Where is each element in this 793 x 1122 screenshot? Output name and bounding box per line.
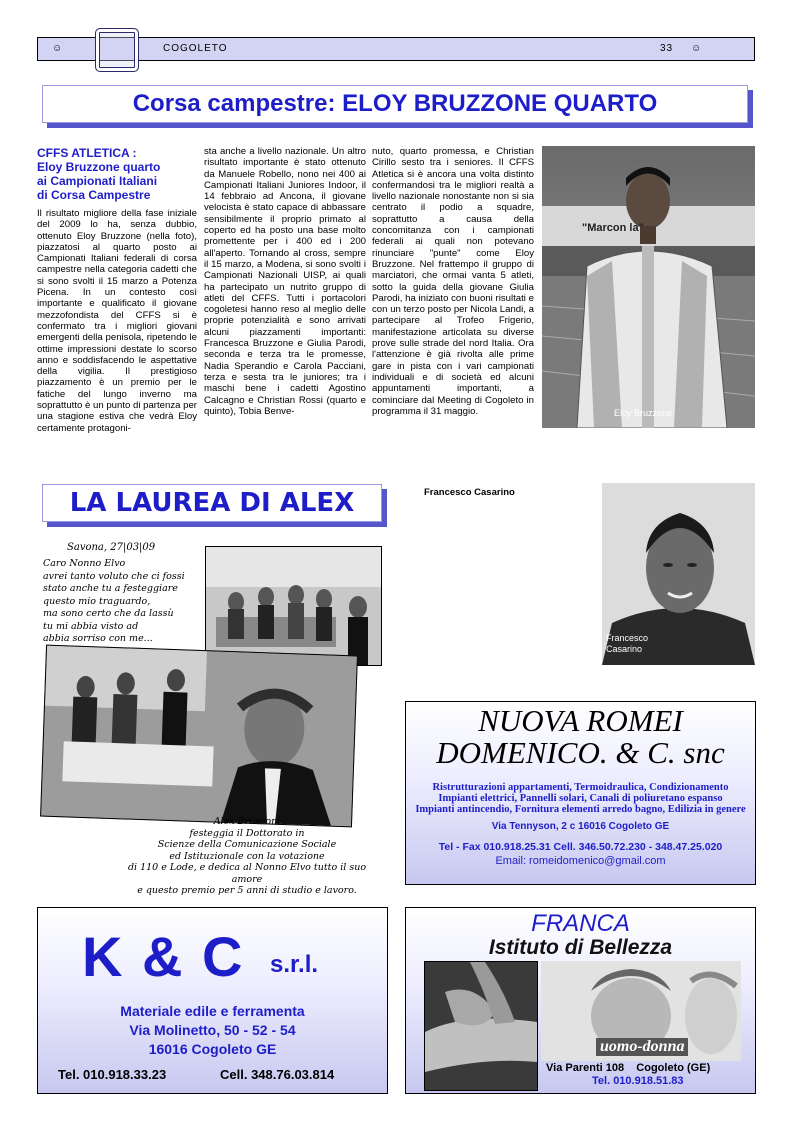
- author-photo: [602, 483, 755, 665]
- ad-nuova-email: Email: romeidomenico@gmail.com: [495, 855, 666, 867]
- laurea-title: LA LAUREA DI ALEX: [69, 488, 355, 518]
- dedication-text: Alex Brusconi festeggia il Dottorato in Scienze della Comunicazione Sociale ed Istituzionale con la votazione di 110 e Lode, e dedica al Nonno Elvo tutto il suo amore e questo premio per 5 anni di studio e lavoro.: [127, 816, 367, 896]
- photo-caption: Eloy Bruzzone: [614, 408, 673, 418]
- article-text: sta anche a livello nazionale. Un altro risultato importante è stato ottenuto da Manuele Robello, nono nei 400 ai Campionati Italiani Juniores Indoor, il 14 febbraio ad Ancona, il giovane velocista è stato capace di abbassare sensibilmente il proprio primato al coperto ed ha posto una base molto promettente per i 400 ed i 200 all'aperto. Tornando al cross, sempre il 15 marzo, a Modena, si sono svolti i Campionati Nazionali UISP, ai quali ha partecipato un nutrito gruppo di atleti del CFFS. Tutti i portacolori cogoletesi hanno reso al meglio delle proprie potenzialità e sono arrivati alcuni piazzamenti importanti: Francesca Bruzzone e Giulia Parodi, seconda e terza tra le promesse, Nadia Sperandio e Carola Pacciani, terza e sesta tra le juniores; tra i maschi bene i cadetti Agostino Calcagno e Christian Rossi (quarto e quinto), Tobia Benve-: [204, 146, 366, 417]
- author-photo-caption: Francesco Casarino: [606, 633, 649, 654]
- article-kicker: CFFS ATLETICA : Eloy Bruzzone quarto ai Campionati Italiani di Corsa Campestre: [37, 146, 161, 202]
- article-text: nuto, quarto promessa, e Christian Cirillo sesto tra i seniores. Il CFFS Atletica si è ancora una volta distinto confermandosi tra le migliori realtà a livello nazionale nonostante non si sia centrato il podio a squadre, soprattutto a causa della concomitanza con i campionati federali ai quali non potevano rinunciare "punte" come Eloy Bruzzone. Nel frattempo il gruppo di marciatori, che ormai vanta 5 atleti, sotto la guida della giovane Giulia Parodi, ha iniziato con buoni risultati e con un terzo posto per Nicola Landi, a partecipare al Trofeo Frigerio, manifestazione articolata su diverse prove sulle strade del nord Italia. Ora l'attenzione è già rivolta alle prime gare in pista con i vari campionati individuali e di società ed alcuni appuntamenti importanti, a cominciare dal Meeting di Cogoleto in programma il 31 maggio.: [372, 146, 534, 417]
- ad-franca: [405, 907, 756, 1094]
- smiley-icon: ☺: [691, 43, 703, 54]
- main-title: Corsa campestre: ELOY BRUZZONE QUARTO: [132, 90, 658, 117]
- laurea-title-box: [42, 484, 382, 522]
- ad-nuova-title-1: NUOVA ROMEI: [478, 703, 683, 738]
- photo-sign-text: "Marcon la": [582, 222, 644, 234]
- ad-franca-subtitle: Istituto di Bellezza: [488, 936, 673, 959]
- ad-kc-cell: Cell. 348.76.03.814: [220, 1067, 335, 1082]
- ad-kc-info: Materiale edile e ferramenta Via Molinetto, 50 - 52 - 54 16016 Cogoleto GE: [120, 1003, 305, 1057]
- ad-nuova-romei: [405, 701, 756, 885]
- header-decoration: [95, 28, 139, 72]
- ad-nuova-address: Via Tennyson, 2 c 16016 Cogoleto GE: [491, 821, 670, 832]
- laurea-collage: [37, 532, 387, 896]
- article-column-1: [37, 146, 197, 434]
- page-number: 33: [660, 43, 674, 54]
- ad-kc-suffix: s.r.l.: [270, 951, 319, 978]
- main-title-box: [42, 85, 748, 123]
- ad-kc-name: K & C: [82, 925, 245, 988]
- ad-nuova-title-2: DOMENICO. & C. snc: [436, 735, 725, 770]
- massage-photo: [424, 961, 538, 1091]
- header-town: COGOLETO: [163, 43, 228, 54]
- smiley-icon: ☺: [52, 43, 64, 54]
- graduate-photo: [40, 645, 358, 828]
- article-text: Il risultato migliore della fase iniziale del 2009 lo ha, senza dubbio, ottenuto Eloy Bruzzone (nella foto), piazzatosi al quarto posto ai Campionati Italiani federali di corsa campestre nella categoria cadetti che si sono svolti il 15 marzo a Potenza Picena. In un contesto così importante e qualificato il giovane mezzofondista del CFFS si è confermato tra i migliori giovani emergenti della penisola, ripetendo le ottime impressioni destate lo scorso anno e soddisfacendo le aspettative della vigilia. Il prestigioso piazzamento è un premio per le fatiche del lungo inverno ma soprattutto è un punto di partenza per una stagione estiva che vedrà Eloy certamente protagoni-: [37, 208, 198, 434]
- article-column-3: [372, 146, 534, 417]
- eloy-photo: [542, 146, 755, 428]
- ad-kc-tel: Tel. 010.918.33.23: [58, 1067, 167, 1082]
- ad-franca-address: Via Parenti 108 Cogoleto (GE): [546, 1062, 711, 1074]
- letter-text: Caro Nonno Elvo avrei tanto voluto che ci fossi stato anche tu a festeggiare questo mio traguardo, ma sono certo che da lassù tu mi abbia visto ad abbia sorriso con me...: [43, 558, 185, 644]
- article-author: Francesco Casarino: [424, 487, 515, 498]
- ceremony-photo: [205, 546, 382, 666]
- ad-kc: [37, 907, 388, 1094]
- page-header: [37, 37, 755, 61]
- letter-date: Savona, 27|03|09: [67, 542, 156, 553]
- ad-nuova-phones: Tel - Fax 010.918.25.31 Cell. 346.50.72.230 - 348.47.25.020: [438, 841, 723, 853]
- ad-franca-badge: uomo-donna: [596, 1038, 688, 1056]
- article-column-2: [204, 146, 366, 417]
- ad-nuova-services: Ristrutturazioni appartamenti, Termoidraulica, Condizionamento Impianti elettrici, Pannelli solari, Canali di poliuretano espanso Impianti antincendio, Fornitura elementi arredo bagno, Edilizia in genere: [415, 782, 746, 815]
- ad-franca-tel: Tel. 010.918.51.83: [592, 1075, 684, 1087]
- ad-franca-name: FRANCA: [531, 910, 630, 937]
